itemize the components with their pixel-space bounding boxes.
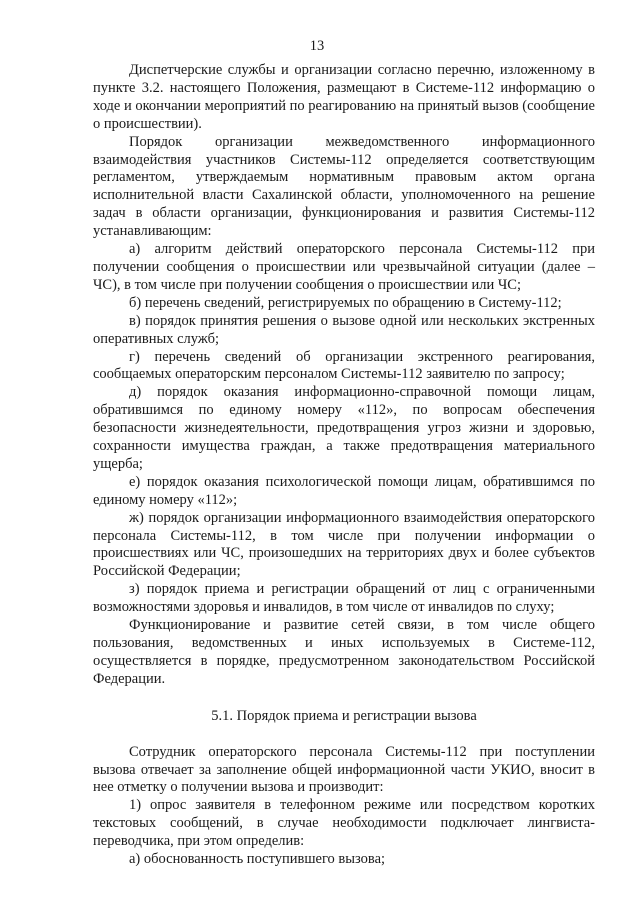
section-heading: 5.1. Порядок приема и регистрации вызова: [211, 707, 477, 724]
list-item-a-validity: а) обоснованность поступившего вызова;: [129, 851, 386, 868]
list-item-1: 1) опрос заявителя в телефонном режиме или посредством коротких текстовых сообщений, в случае необходимости подключает лингвиста-переводчика, при этом определив:: [93, 797, 595, 850]
paragraph-networks: Функционирование и развитие сетей связи, в том числе общего пользования, ведомственных и иных используемых в Системе-112, осуществляется в порядке, предусмотренном законодательством Российской Федерации.: [93, 617, 595, 687]
paragraph-dispatch-services: Диспетчерские службы и организации согласно перечню, изложенному в пункте 3.2. настоящего Положения, размещают в Системе-112 информацию о ходе и окончании мероприятий по реагированию на принятый вызов (сообщение о происшествии).: [93, 62, 595, 132]
list-item-z: з) порядок приема и регистрации обращений от лиц с ограниченными возможностями здоровья и инвалидов, в том числе от инвалидов по слуху;: [93, 581, 595, 616]
paragraph-operator-duties: Сотрудник операторского персонала Системы-112 при поступлении вызова отвечает за заполнение общей информационной части УКИО, вносит в нее отметку о получении вызова и производит:: [93, 743, 595, 796]
list-item-zh: ж) порядок организации информационного взаимодействия операторского персонала Системы-112, в том числе при получении информации о происшествиях или ЧС, произошедших на территориях двух и более субъектов Российской Федерации;: [93, 509, 595, 580]
list-item-v: в) порядок принятия решения о вызове одной или нескольких экстренных оперативных служб;: [93, 312, 595, 347]
list-item-d: д) порядок оказания информационно-справочной помощи лицам, обратившимся по единому номеру «112», по вопросам обеспечения безопасности жизнедеятельности, предотвращения угроз жизни и здоровью, сохранности имущества граждан, а также предотвращения материального ущерба;: [93, 384, 595, 472]
list-item-b: б) перечень сведений, регистрируемых по обращению в Систему-112;: [129, 294, 562, 311]
page-number: 13: [309, 38, 325, 54]
list-item-a: а) алгоритм действий операторского персонала Системы-112 при получении сообщения о происшествии или чрезвычайной ситуации (далее – ЧС), в том числе при получении сообщения о происшествии или ЧС;: [93, 241, 595, 293]
list-item-g: г) перечень сведений об организации экстренного реагирования, сообщаемых операторским персоналом Системы-112 заявителю по запросу;: [93, 348, 595, 383]
document-body: [93, 62, 595, 869]
list-item-e: е) порядок оказания психологической помощи лицам, обратившимся по единому номеру «112»;: [93, 473, 595, 508]
paragraph-interaction-procedure: Порядок организации межведомственного информационного взаимодействия участников Системы-112 определяется соответствующим регламентом, утверждаемым нормативным правовым актом органа исполнительной власти Сахалинской области, уполномоченного на решение задач в области организации, функционирования и развития Системы-112 устанавливающим:: [93, 133, 595, 240]
